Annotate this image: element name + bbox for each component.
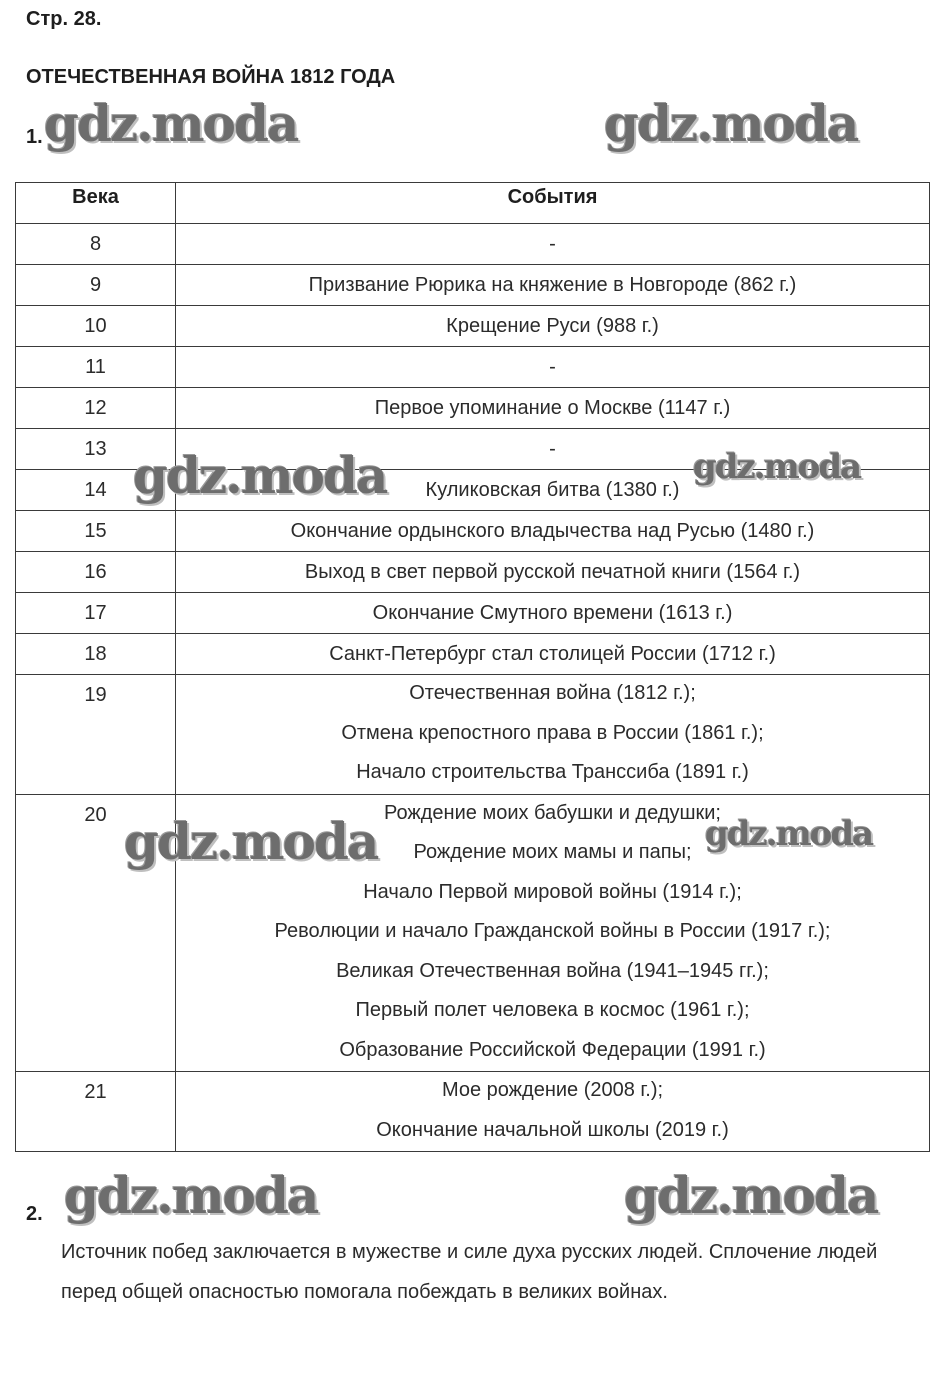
century-cell — [16, 306, 176, 347]
watermark: gdz.moda — [693, 447, 861, 487]
watermark: gdz.moda — [624, 1166, 878, 1225]
century-value: 8 — [89, 233, 102, 255]
event-text: Окончание Смутного времени (1613 г.) — [372, 602, 733, 624]
century-value: 20 — [84, 803, 107, 826]
century-value: 17 — [84, 602, 107, 624]
column-header-events: События — [176, 183, 930, 224]
table-header-row — [16, 183, 930, 224]
table-row — [16, 224, 930, 265]
century-value: 14 — [84, 479, 107, 501]
events-cell — [176, 552, 930, 593]
century-cell — [16, 224, 176, 265]
table-row — [16, 306, 930, 347]
table-row — [16, 634, 930, 675]
page-label: Стр. 28. — [26, 8, 102, 30]
event-text: Революции и начало Гражданской войны в России (1917 г.); — [274, 920, 831, 942]
century-value: 11 — [85, 356, 106, 378]
century-cell — [16, 265, 176, 306]
watermark: gdz.moda — [124, 812, 378, 871]
century-cell — [16, 511, 176, 552]
century-cell — [16, 1072, 176, 1152]
table-row — [16, 1072, 930, 1152]
events-cell — [176, 306, 930, 347]
events-cell — [176, 1072, 930, 1152]
event-text: Великая Отечественная война (1941–1945 гг.); — [336, 959, 769, 982]
event-text: Мое рождение (2008 г.); — [441, 1079, 664, 1101]
answer-text: Источник побед заключается в мужестве и силе духа русских людей. Сплочение людей перед общей опасностью помогала побеждать в великих войнах. — [61, 1241, 878, 1303]
events-cell — [176, 224, 930, 265]
task-2-number: 2. — [26, 1203, 43, 1225]
century-cell — [16, 552, 176, 593]
event-text: - — [549, 233, 556, 255]
watermark: gdz.moda — [64, 1166, 318, 1225]
table-row — [16, 794, 930, 1072]
events-cell — [176, 470, 930, 511]
table-row — [16, 470, 930, 511]
events-cell — [176, 511, 930, 552]
page-title: ОТЕЧЕСТВЕННАЯ ВОЙНА 1812 ГОДА — [26, 66, 396, 88]
event-text: Окончание начальной школы (2019 г.) — [376, 1118, 729, 1141]
century-cell — [16, 593, 176, 634]
event-text: - — [549, 356, 556, 378]
events-cell — [176, 675, 930, 795]
century-cell — [16, 470, 176, 511]
events-cell — [176, 429, 930, 470]
century-value: 9 — [89, 274, 102, 296]
events-cell — [176, 347, 930, 388]
century-value: 19 — [84, 684, 107, 706]
century-cell — [16, 347, 176, 388]
century-value: 21 — [84, 1081, 107, 1103]
watermark: gdz.moda — [604, 94, 858, 153]
event-text: Рождение моих мамы и папы; — [413, 841, 692, 863]
century-cell — [16, 675, 176, 795]
column-header-century: Века — [16, 183, 176, 224]
century-value: 18 — [84, 643, 107, 665]
table-body — [16, 224, 930, 1152]
century-value: 13 — [84, 438, 107, 460]
event-text: Отмена крепостного права в России (1861 г.); — [341, 721, 764, 744]
watermark: gdz.moda — [133, 446, 387, 505]
century-cell — [16, 388, 176, 429]
event-text: Рождение моих бабушки и дедушки; — [384, 801, 721, 824]
table-row — [16, 429, 930, 470]
century-cell — [16, 429, 176, 470]
event-text: Крещение Руси (988 г.) — [446, 315, 659, 337]
century-value: 15 — [84, 520, 107, 542]
century-value: 16 — [84, 561, 107, 583]
event-text: Призвание Рюрика на княжение в Новгороде (862 г.) — [308, 274, 797, 296]
event-text: Начало Первой мировой войны (1914 г.); — [363, 880, 742, 903]
event-text: Санкт-Петербург стал столицей России (1712 г.) — [329, 643, 776, 665]
events-table — [15, 182, 930, 1152]
century-cell — [16, 794, 176, 1072]
table-row — [16, 552, 930, 593]
event-text: - — [549, 438, 556, 460]
events-cell — [176, 794, 930, 1072]
table-row — [16, 265, 930, 306]
table-row — [16, 511, 930, 552]
event-text: Первое упоминание о Москве (1147 г.) — [374, 397, 731, 419]
watermark: gdz.moda — [705, 814, 873, 854]
century-cell — [16, 634, 176, 675]
table-row — [16, 347, 930, 388]
event-text: Выход в свет первой русской печатной книги (1564 г.) — [304, 561, 801, 583]
event-text: Первый полет человека в космос (1961 г.); — [355, 999, 750, 1021]
task-1-number: 1. — [26, 126, 43, 148]
event-text: Отечественная война (1812 г.); — [409, 682, 696, 704]
events-cell — [176, 388, 930, 429]
watermark: gdz.moda — [44, 94, 298, 153]
event-text: Начало строительства Транссиба (1891 г.) — [356, 761, 749, 783]
event-text: Образование Российской Федерации (1991 г.) — [339, 1038, 766, 1061]
table-row — [16, 675, 930, 795]
events-cell — [176, 634, 930, 675]
events-cell — [176, 265, 930, 306]
event-text: Куликовская битва (1380 г.) — [425, 479, 680, 501]
table-row — [16, 593, 930, 634]
century-value: 10 — [84, 315, 107, 337]
event-text: Окончание ордынского владычества над Русью (1480 г.) — [290, 520, 815, 542]
events-cell — [176, 593, 930, 634]
century-value: 12 — [84, 397, 107, 419]
table-row — [16, 388, 930, 429]
